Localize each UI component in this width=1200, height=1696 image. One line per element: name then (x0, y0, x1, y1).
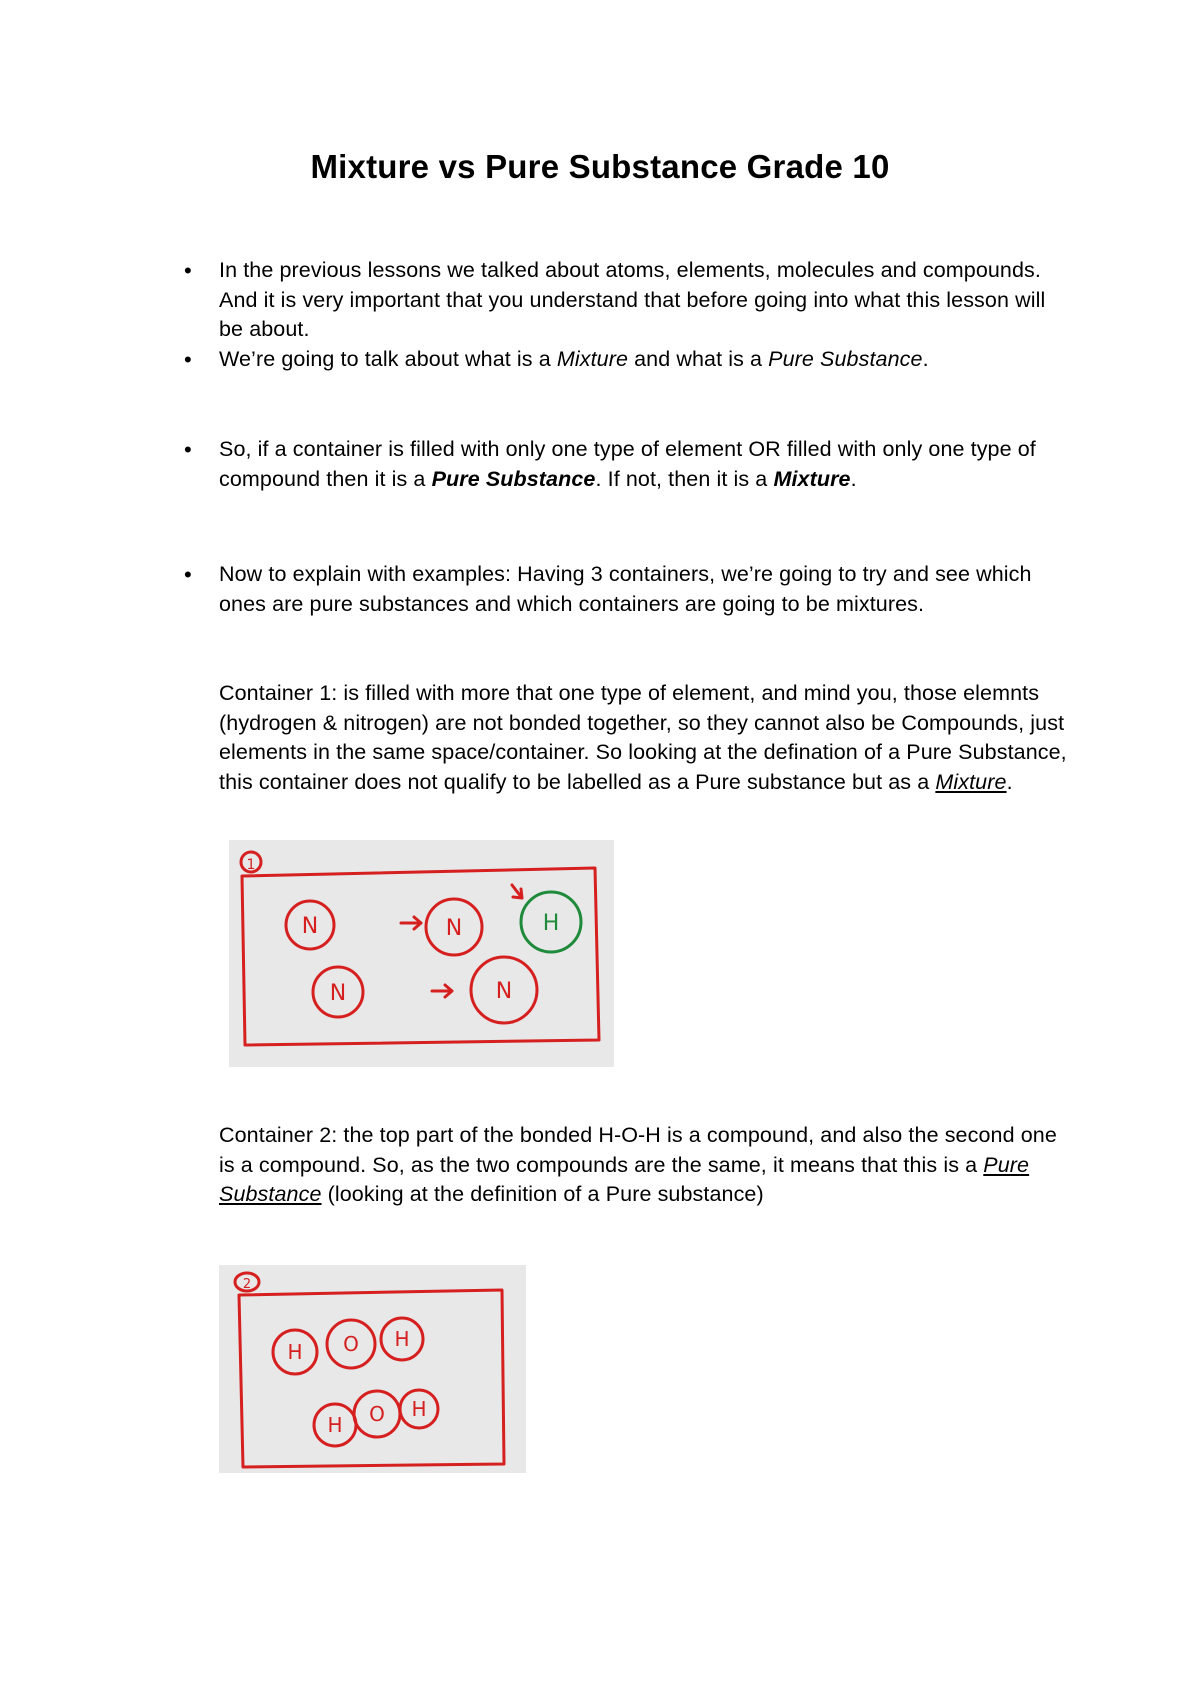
arrow-icon (401, 917, 421, 929)
atom-label: N (445, 916, 463, 941)
atom-label: O (343, 1332, 359, 1356)
atom-label: N (329, 981, 347, 1006)
container-2-paragraph (219, 1121, 1069, 1210)
atom-label: O (369, 1402, 385, 1426)
topic-paragraph (219, 345, 1069, 375)
pure-substance-term: Pure Substance (431, 466, 596, 491)
container-1-drawing (229, 840, 614, 1067)
page-title: Mixture vs Pure Substance Grade 10 (310, 148, 890, 185)
atom-label: N (495, 979, 513, 1004)
atom-label: H (287, 1340, 303, 1364)
bullet-marker: • (184, 562, 192, 587)
atom-label: H (394, 1327, 410, 1351)
atom-label: H (327, 1413, 343, 1437)
topic-text-mid: and what is a (628, 347, 769, 371)
examples-paragraph: Now to explain with examples: Having 3 containers, we’re going to try and see which ones are pure substances and which containers are going to be mixtures. (219, 562, 1032, 616)
container-1-text: Container 1: is filled with more that one type of element, and mind you, those elemnts (hydrogen & nitrogen) are not bonded together, so they cannot also be Compounds, just elements in the same space/container. So looking at the defination of a Pure Substance, this container does not qualify to be labelled as a Pure substance but as a (219, 681, 1067, 794)
container-number-label: 2 (242, 1277, 252, 1292)
definition-text-pre: So, if a container is filled with only one type of element OR filled with only one type of compound then it is a (219, 437, 1036, 491)
container-1-figure (229, 840, 614, 1067)
definition-text-post: . (850, 466, 857, 491)
mixture-term: Mixture (935, 769, 1007, 794)
container-1-paragraph (219, 679, 1069, 797)
arrow-icon (512, 885, 522, 898)
topic-text-pre: We’re going to talk about what is a (219, 347, 557, 371)
mixture-term: Mixture (773, 466, 851, 491)
container-2-figure (219, 1265, 526, 1473)
container-2-text: Container 2: the top part of the bonded H-O-H is a compound, and also the second one is a compound. So, as the two compounds are the same, it means that this is a (219, 1123, 1057, 1177)
atom-label: H (411, 1397, 427, 1421)
container-outline (239, 1290, 504, 1467)
bullet-marker: • (184, 347, 192, 372)
pure-substance-term: Pure Substance (219, 1152, 1030, 1206)
intro-paragraph: In the previous lessons we talked about atoms, elements, molecules and compounds. And it is very important that you understand that before going into what this lesson will be about. (219, 258, 1046, 341)
container-number-label: 1 (246, 857, 256, 873)
container-1-text-post: . (1006, 769, 1013, 794)
definition-text-mid: . If not, then it is a (595, 466, 774, 491)
bullet-marker: • (184, 437, 192, 462)
container-outline (242, 868, 599, 1045)
atom-label: N (301, 914, 319, 939)
container-2-drawing (219, 1265, 526, 1473)
topic-text-post: . (922, 347, 929, 371)
pure-substance-term: Pure Substance (768, 347, 923, 371)
bullet-marker: • (184, 258, 192, 283)
mixture-term: Mixture (556, 347, 629, 371)
container-2-text-post: (looking at the definition of a Pure substance) (321, 1182, 764, 1206)
arrow-icon (432, 985, 452, 997)
atom-label: H (542, 911, 560, 936)
definition-paragraph (219, 435, 1069, 494)
